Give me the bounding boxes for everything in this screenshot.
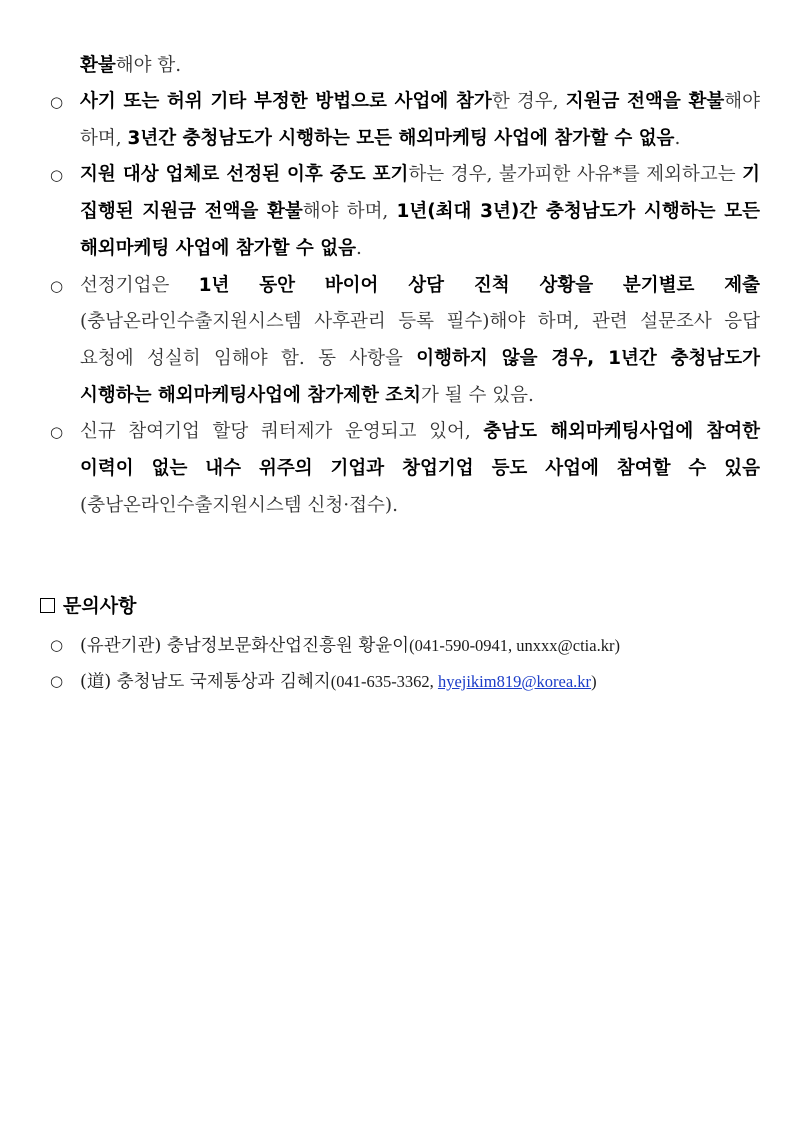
text-segment: 해야 하며, bbox=[80, 91, 760, 149]
inquiry-heading bbox=[40, 590, 136, 622]
checkbox-square-icon bbox=[40, 598, 55, 613]
contact-org: (유관기관) 충남정보문화산업진흥원 황윤이 bbox=[80, 636, 410, 656]
text-segment: . bbox=[674, 127, 681, 149]
contact-detail-tail: ) bbox=[591, 672, 597, 691]
circle-bullet-icon: ○ bbox=[50, 93, 64, 111]
notice-bullet-item bbox=[50, 84, 760, 157]
bold-text-segment: 기 집행된 지원금 전액을 환불 bbox=[80, 164, 760, 223]
text-segment: 하는 경우, 불가피한 사유*를 제외하고는 bbox=[408, 164, 743, 186]
text-segment: 선정기업은 bbox=[80, 274, 199, 296]
text-segment: . bbox=[355, 237, 362, 259]
text-segment: 해야 하며, bbox=[302, 201, 397, 223]
contact-list bbox=[50, 628, 760, 700]
continuation-line bbox=[80, 48, 760, 84]
bold-text-segment: 3년간 충청남도가 시행하는 모든 해외마케팅 사업에 참가할 수 없음 bbox=[127, 127, 675, 149]
continuation-bold: 환불 bbox=[80, 55, 116, 76]
circle-bullet-icon: ○ bbox=[50, 636, 64, 654]
text-segment: (충남온라인수출지원시스템 신청·접수). bbox=[80, 494, 399, 516]
contact-item-province bbox=[50, 664, 760, 700]
bold-text-segment: 1년(최대 3년)간 충청남도가 시행하는 모든 해외마케팅 사업에 참가할 수 없음 bbox=[80, 201, 760, 259]
text-segment: 가 될 수 있음. bbox=[421, 384, 534, 406]
circle-bullet-icon: ○ bbox=[50, 166, 64, 185]
text-segment: (충남온라인수출지원시스템 사후관리 등록 필수)해야 하며, 관련 설문조사 응답 요청에 성실히 임해야 함. 동 사항을 bbox=[80, 311, 760, 369]
notice-bullet-item bbox=[50, 157, 760, 267]
text-segment: 한 경우, bbox=[491, 91, 566, 112]
bold-text-segment: 지원 대상 업체로 선정된 이후 중도 포기 bbox=[80, 164, 409, 186]
bold-text-segment: 이행하지 않을 경우, 1년간 충청남도가 시행하는 해외마케팅사업에 참가제한 조치 bbox=[80, 347, 760, 406]
circle-bullet-icon: ○ bbox=[50, 672, 64, 690]
bold-text-segment: 충남도 해외마케팅사업에 참여한 이력이 없는 내수 위주의 기업과 창업기업 등도 사업에 참여할 수 있음 bbox=[80, 421, 760, 480]
contact-detail: (041-590-0941, unxxx@ctia.kr) bbox=[409, 636, 620, 655]
notice-bullet-list bbox=[50, 84, 760, 524]
bold-text-segment: 지원금 전액을 환불 bbox=[565, 91, 725, 112]
continuation-normal: 해야 함. bbox=[115, 55, 182, 76]
circle-bullet-icon: ○ bbox=[50, 276, 64, 295]
text-segment: 신규 참여기업 할당 쿼터제가 운영되고 있어, bbox=[80, 421, 484, 443]
bold-text-segment: 사기 또는 허위 기타 부정한 방법으로 사업에 참가 bbox=[80, 91, 492, 112]
contact-detail: (041-635-3362, bbox=[330, 672, 438, 691]
email-link[interactable]: hyejikim819@korea.kr bbox=[437, 672, 592, 691]
notice-bullet-item bbox=[50, 268, 760, 415]
bold-text-segment: 1년 동안 바이어 상담 진척 상황을 분기별로 제출 bbox=[198, 274, 760, 296]
inquiry-heading-text: 문의사항 bbox=[63, 595, 137, 617]
notice-bullet-item bbox=[50, 414, 760, 524]
contact-org: (道) 충청남도 국제통상과 김혜지 bbox=[80, 672, 331, 692]
contact-item-ctia bbox=[50, 628, 760, 664]
circle-bullet-icon: ○ bbox=[50, 423, 64, 442]
